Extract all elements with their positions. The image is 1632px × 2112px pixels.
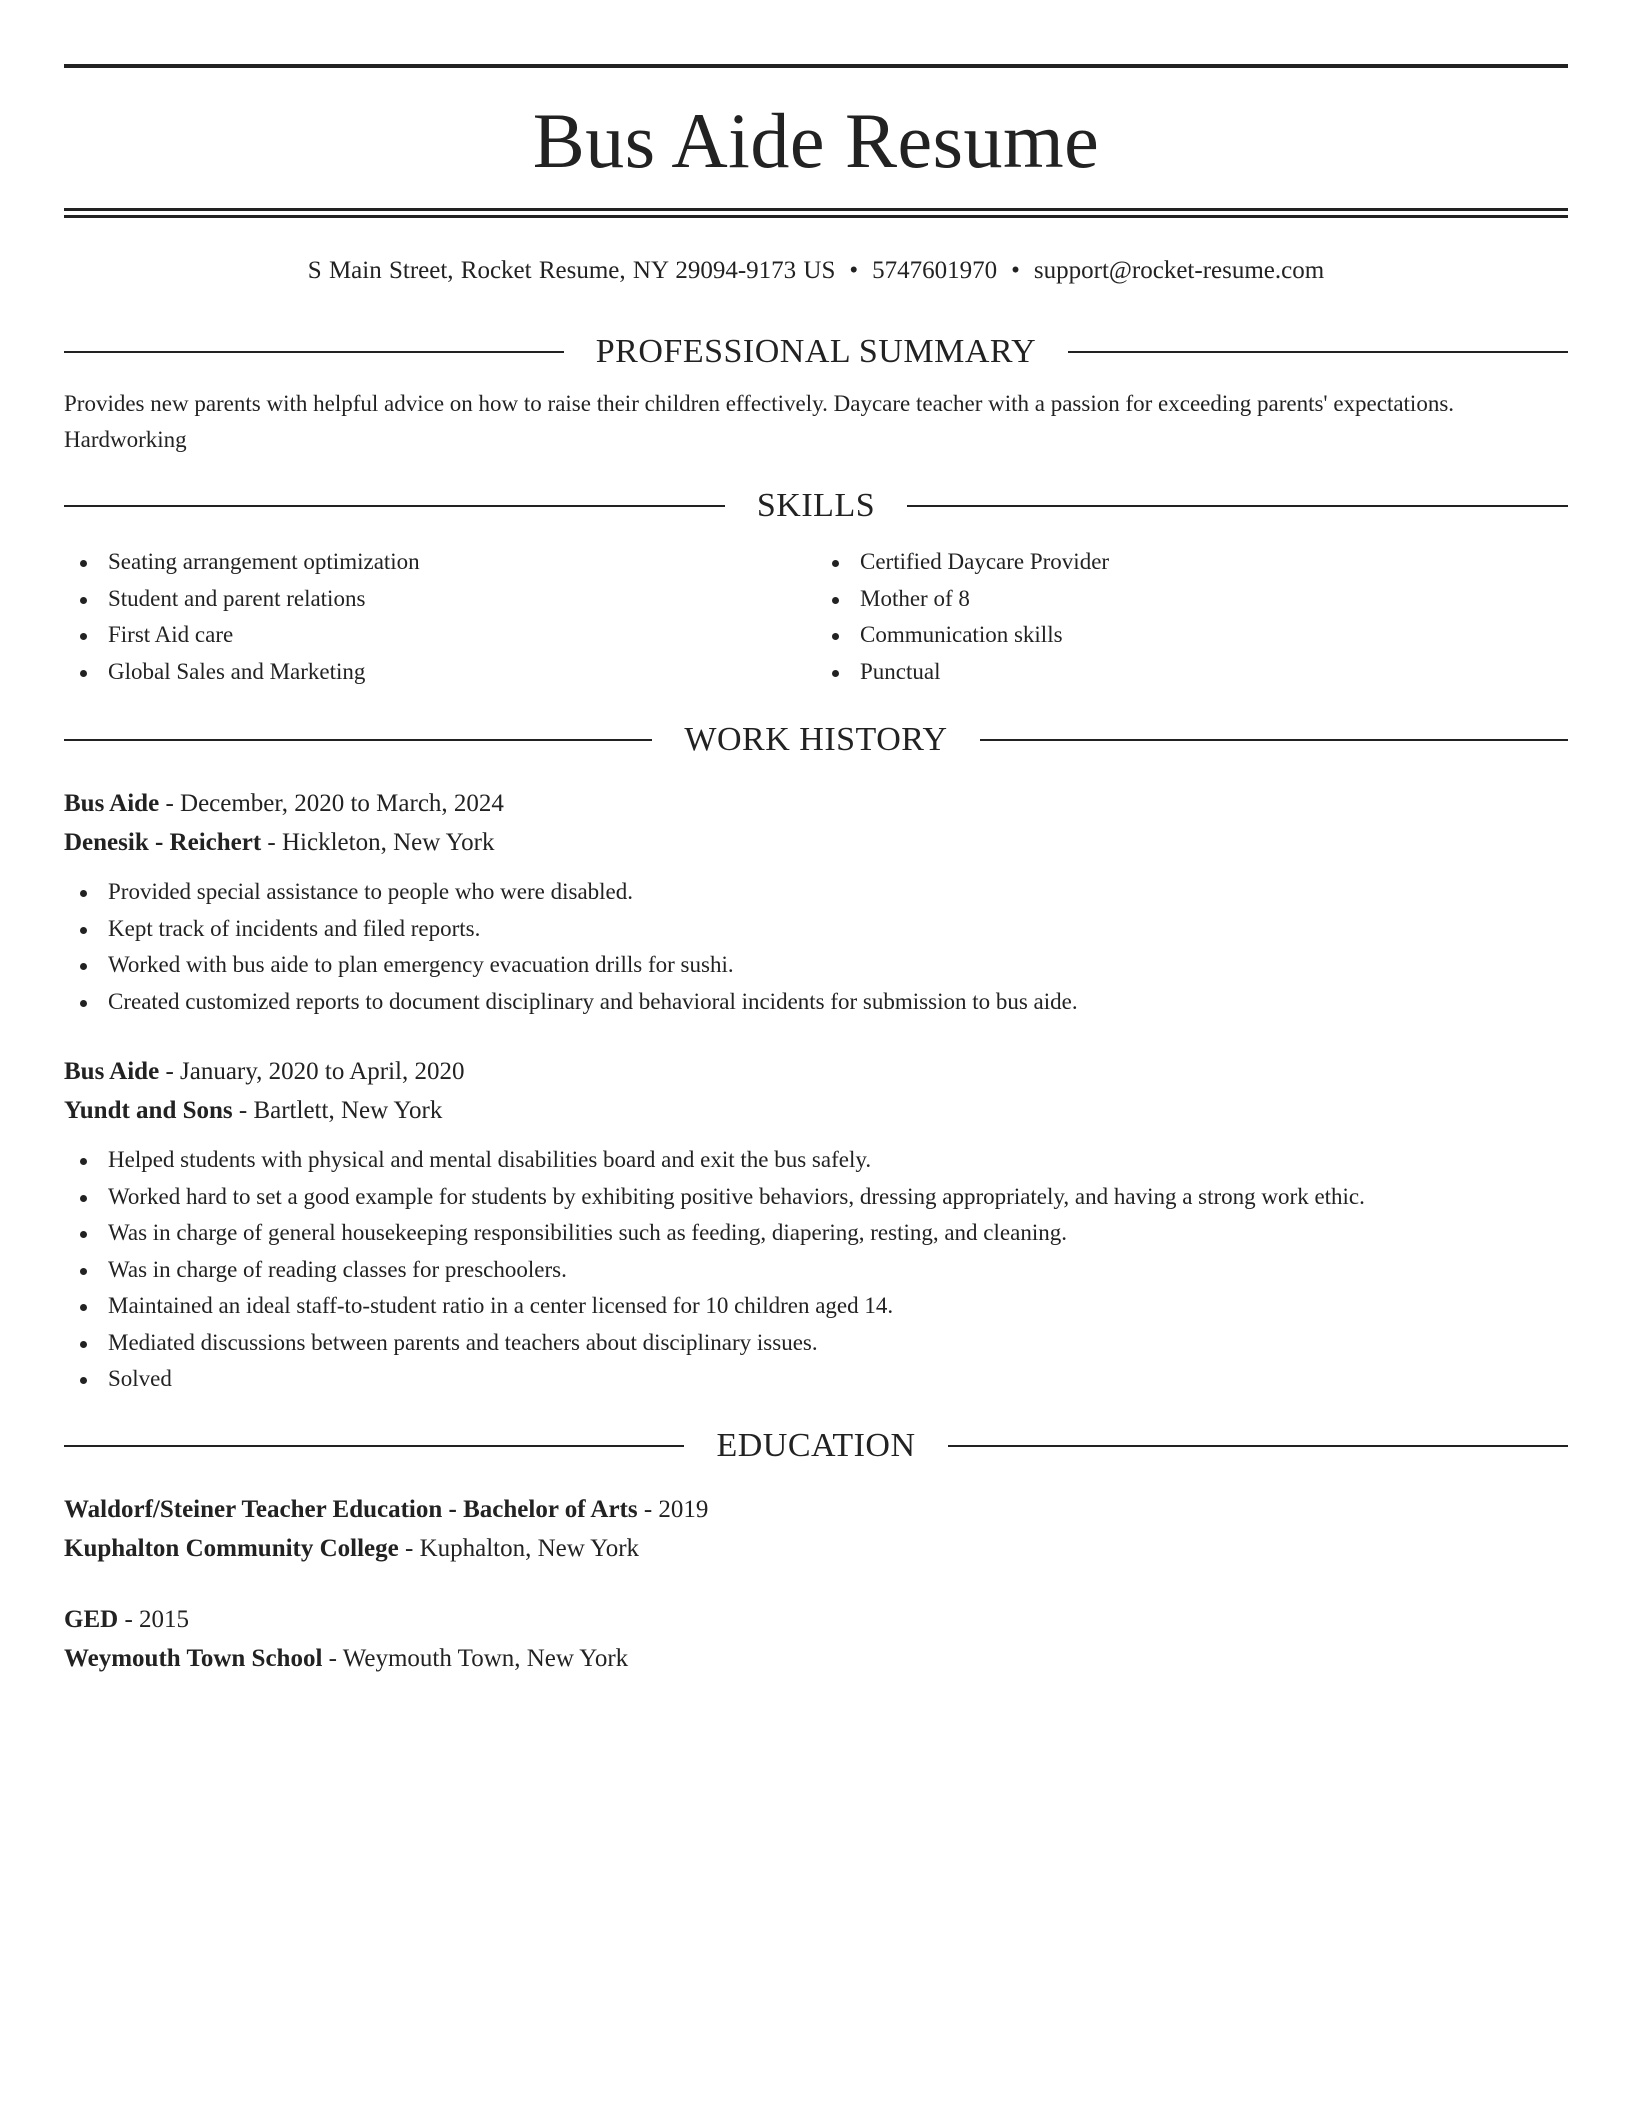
- skill-item: Communication skills: [816, 617, 1568, 654]
- skill-item: Seating arrangement optimization: [64, 544, 816, 581]
- job-bullet: Kept track of incidents and filed reports.: [64, 911, 1568, 948]
- education-degree: GED: [64, 1605, 119, 1633]
- education-school-line: [64, 1639, 1568, 1678]
- education-entry: [64, 1490, 1568, 1568]
- contact-separator: •: [849, 257, 859, 284]
- job-bullet: Created customized reports to document disciplinary and behavioral incidents for submission to bus aide.: [64, 984, 1568, 1021]
- job-company-line: [64, 1091, 1568, 1130]
- job-bullet: Provided special assistance to people who were disabled.: [64, 874, 1568, 911]
- job-bullet: Was in charge of general housekeeping responsibilities such as feeding, diapering, resting, and cleaning.: [64, 1215, 1568, 1252]
- skills-list-right: [816, 544, 1568, 690]
- skill-item: Punctual: [816, 654, 1568, 691]
- job-bullet: Solved: [64, 1361, 1568, 1398]
- education-year: - 2015: [118, 1605, 190, 1633]
- section-title: EDUCATION: [716, 1426, 916, 1464]
- job-bullets: [64, 874, 1568, 1020]
- heading-rule: [64, 351, 564, 353]
- job-company-line: [64, 823, 1568, 862]
- contact-line: [64, 256, 1568, 286]
- skills-columns: [64, 544, 1568, 690]
- job-dates: - January, 2020 to April, 2020: [159, 1058, 465, 1085]
- job-bullet: Maintained an ideal staff-to-student ratio in a center licensed for 10 children aged 14.: [64, 1288, 1568, 1325]
- heading-rule: [980, 739, 1568, 741]
- heading-rule: [948, 1445, 1568, 1447]
- job-title-line: [64, 784, 1568, 823]
- job-bullet: Mediated discussions between parents and teachers about disciplinary issues.: [64, 1325, 1568, 1362]
- heading-rule: [907, 505, 1568, 507]
- section-heading-summary: [64, 332, 1568, 372]
- job-dates: - December, 2020 to March, 2024: [159, 790, 504, 817]
- job-title: Bus Aide: [64, 790, 160, 817]
- skill-item: Mother of 8: [816, 581, 1568, 618]
- heading-rule: [1068, 351, 1568, 353]
- section-heading-skills: [64, 486, 1568, 526]
- job-location: - Bartlett, New York: [232, 1097, 443, 1124]
- job-entry: [64, 1052, 1568, 1398]
- job-company: Denesik - Reichert: [64, 829, 262, 856]
- contact-separator: •: [1011, 257, 1020, 284]
- education-year: - 2019: [637, 1495, 709, 1523]
- skill-item: Certified Daycare Provider: [816, 544, 1568, 581]
- education-degree-line: [64, 1490, 1568, 1529]
- title-double-rule: [64, 208, 1568, 218]
- job-company: Yundt and Sons: [64, 1097, 233, 1124]
- education-entry: [64, 1600, 1568, 1678]
- education-school: Kuphalton Community College: [64, 1534, 399, 1562]
- heading-rule: [64, 1445, 684, 1447]
- heading-rule: [64, 739, 652, 741]
- summary-text: Provides new parents with helpful advice on how to raise their children effectively. Daycare teacher with a passion for exceeding parents' expectations. Hardworking: [64, 391, 1455, 452]
- education-location: - Kuphalton, New York: [398, 1534, 640, 1562]
- education-location: - Weymouth Town, New York: [322, 1644, 629, 1672]
- job-location: - Hickleton, New York: [261, 829, 495, 856]
- job-bullet: Worked with bus aide to plan emergency evacuation drills for sushi.: [64, 947, 1568, 984]
- job-entry: [64, 784, 1568, 1020]
- section-heading-work: [64, 720, 1568, 760]
- job-title: Bus Aide: [64, 1058, 160, 1085]
- contact-email: support@rocket-resume.com: [1033, 257, 1325, 284]
- heading-rule: [64, 505, 725, 507]
- resume-title: Bus Aide Resume: [532, 97, 1100, 184]
- education-degree: Waldorf/Steiner Teacher Education - Bachelor of Arts: [64, 1495, 638, 1523]
- section-title: PROFESSIONAL SUMMARY: [595, 333, 1037, 370]
- job-bullets: [64, 1142, 1568, 1398]
- resume-page: [64, 64, 1568, 1678]
- job-bullet: Worked hard to set a good example for students by exhibiting positive behaviors, dressing appropriately, and having a strong work ethic.: [64, 1179, 1568, 1216]
- section-title: WORK HISTORY: [684, 721, 948, 758]
- skill-item: First Aid care: [64, 617, 816, 654]
- job-bullet: Helped students with physical and mental disabilities board and exit the bus safely.: [64, 1142, 1568, 1179]
- skills-list-left: [64, 544, 816, 690]
- education-school: Weymouth Town School: [64, 1644, 323, 1672]
- job-title-line: [64, 1052, 1568, 1091]
- education-school-line: [64, 1529, 1568, 1568]
- skill-item: Student and parent relations: [64, 581, 816, 618]
- education-degree-line: [64, 1600, 1568, 1639]
- contact-address: S Main Street, Rocket Resume, NY 29094-9173 US: [307, 257, 836, 284]
- job-bullet: Was in charge of reading classes for preschoolers.: [64, 1252, 1568, 1289]
- skill-item: Global Sales and Marketing: [64, 654, 816, 691]
- contact-phone: 5747601970: [872, 257, 998, 284]
- section-title: SKILLS: [756, 487, 876, 524]
- section-heading-education: [64, 1426, 1568, 1466]
- top-rule: [64, 64, 1568, 68]
